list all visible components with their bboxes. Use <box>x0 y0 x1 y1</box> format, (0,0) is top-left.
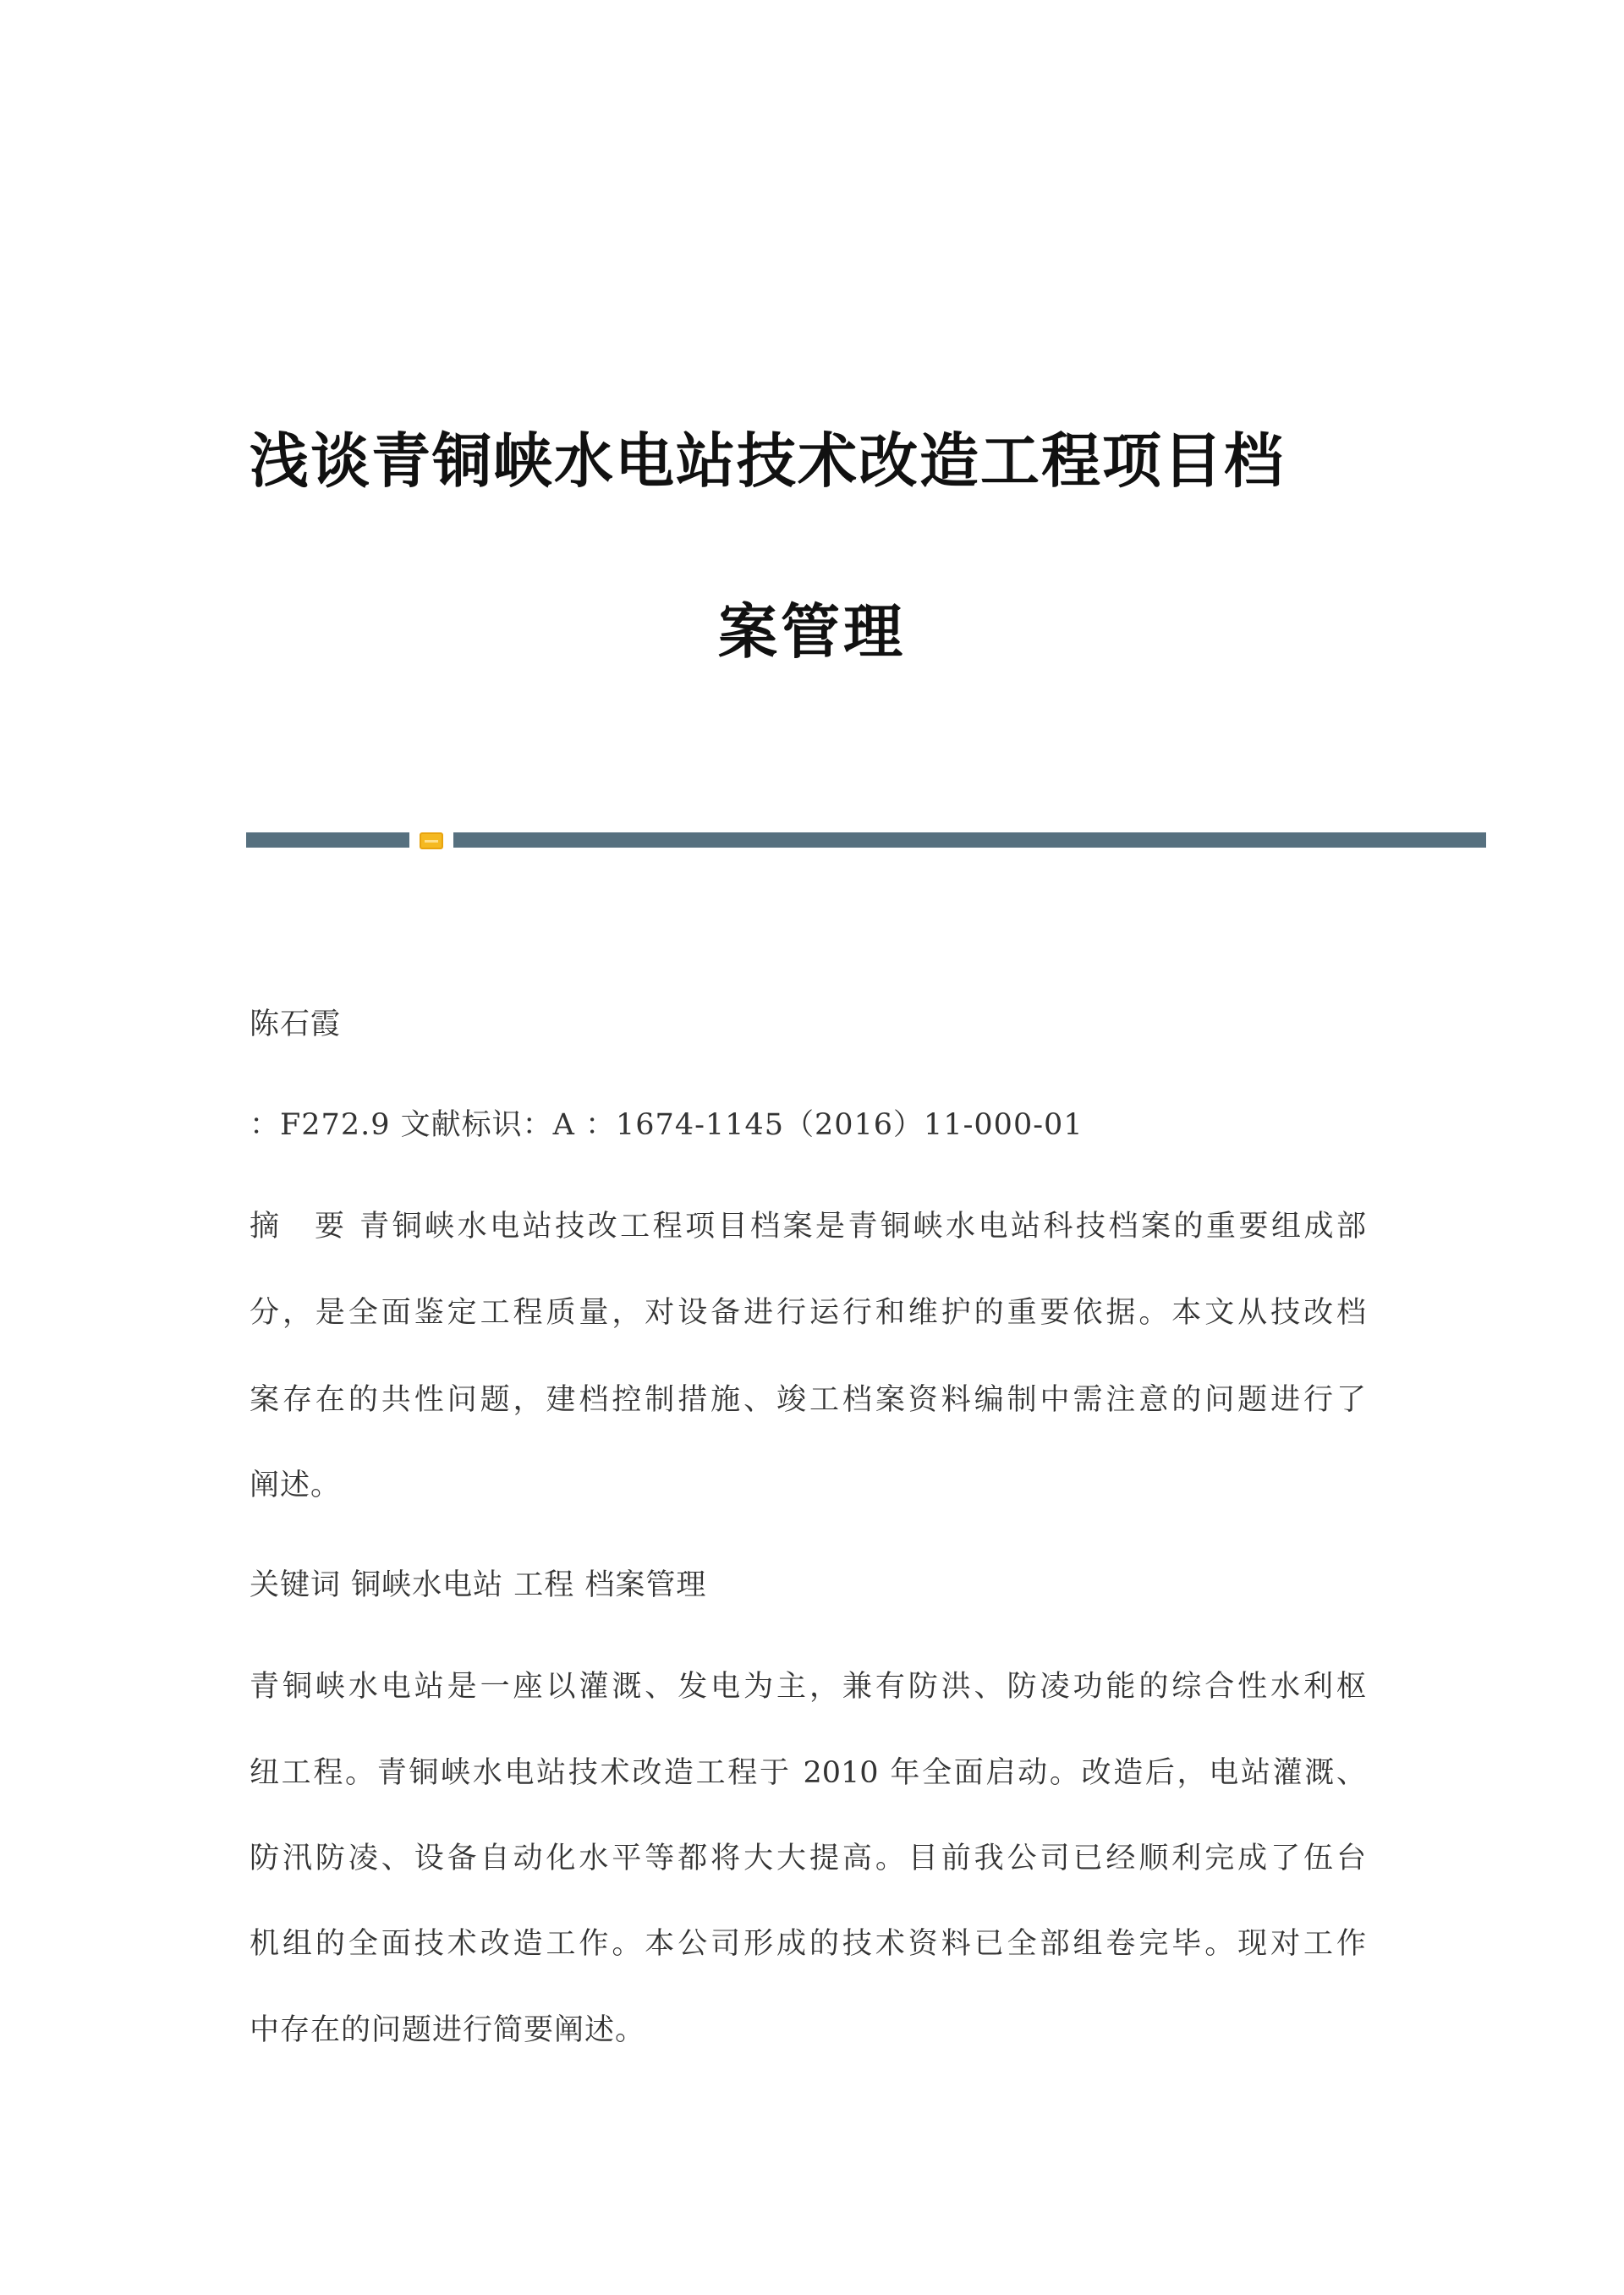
divider-left-segment <box>246 832 409 848</box>
divider-right-segment <box>453 832 1486 848</box>
document-title-line-1: 浅谈青铜峡水电站技术改造工程项目档 <box>250 426 1285 496</box>
body-line: 纽工程。青铜峡水电站技术改造工程于 2010 年全面启动。改造后，电站灌溉、 <box>250 1756 1366 1790</box>
abstract-line: 阐述。 <box>250 1469 342 1502</box>
author-name: 陈石霞 <box>250 1007 342 1041</box>
keywords-line: 关键词 铜峡水电站 工程 档案管理 <box>250 1568 707 1602</box>
body-line: 机组的全面技术改造工作。本公司形成的技术资料已全部组卷完毕。现对工作 <box>250 1927 1366 1961</box>
divider-ornament-icon <box>420 832 443 849</box>
abstract-line: 分，是全面鉴定工程质量，对设备进行运行和维护的重要依据。本文从技改档 <box>250 1296 1366 1330</box>
body-line: 防汛防凌、设备自动化水平等都将大大提高。目前我公司已经顺利完成了伍台 <box>250 1842 1366 1875</box>
body-line: 中存在的问题进行简要阐述。 <box>250 2013 646 2047</box>
classification-line: ：F272.9 文献标识：A ：1674-1145（2016）11-000-01 <box>250 1108 1084 1142</box>
abstract-line: 案存在的共性问题，建档控制措施、竣工档案资料编制中需注意的问题进行了 <box>250 1383 1366 1417</box>
abstract-line: 摘 要 青铜峡水电站技改工程项目档案是青铜峡水电站科技档案的重要组成部 <box>250 1210 1366 1244</box>
title-divider <box>246 832 1486 848</box>
document-title-line-2: 案管理 <box>718 596 906 667</box>
body-line: 青铜峡水电站是一座以灌溉、发电为主，兼有防洪、防凌功能的综合性水利枢 <box>250 1670 1366 1704</box>
